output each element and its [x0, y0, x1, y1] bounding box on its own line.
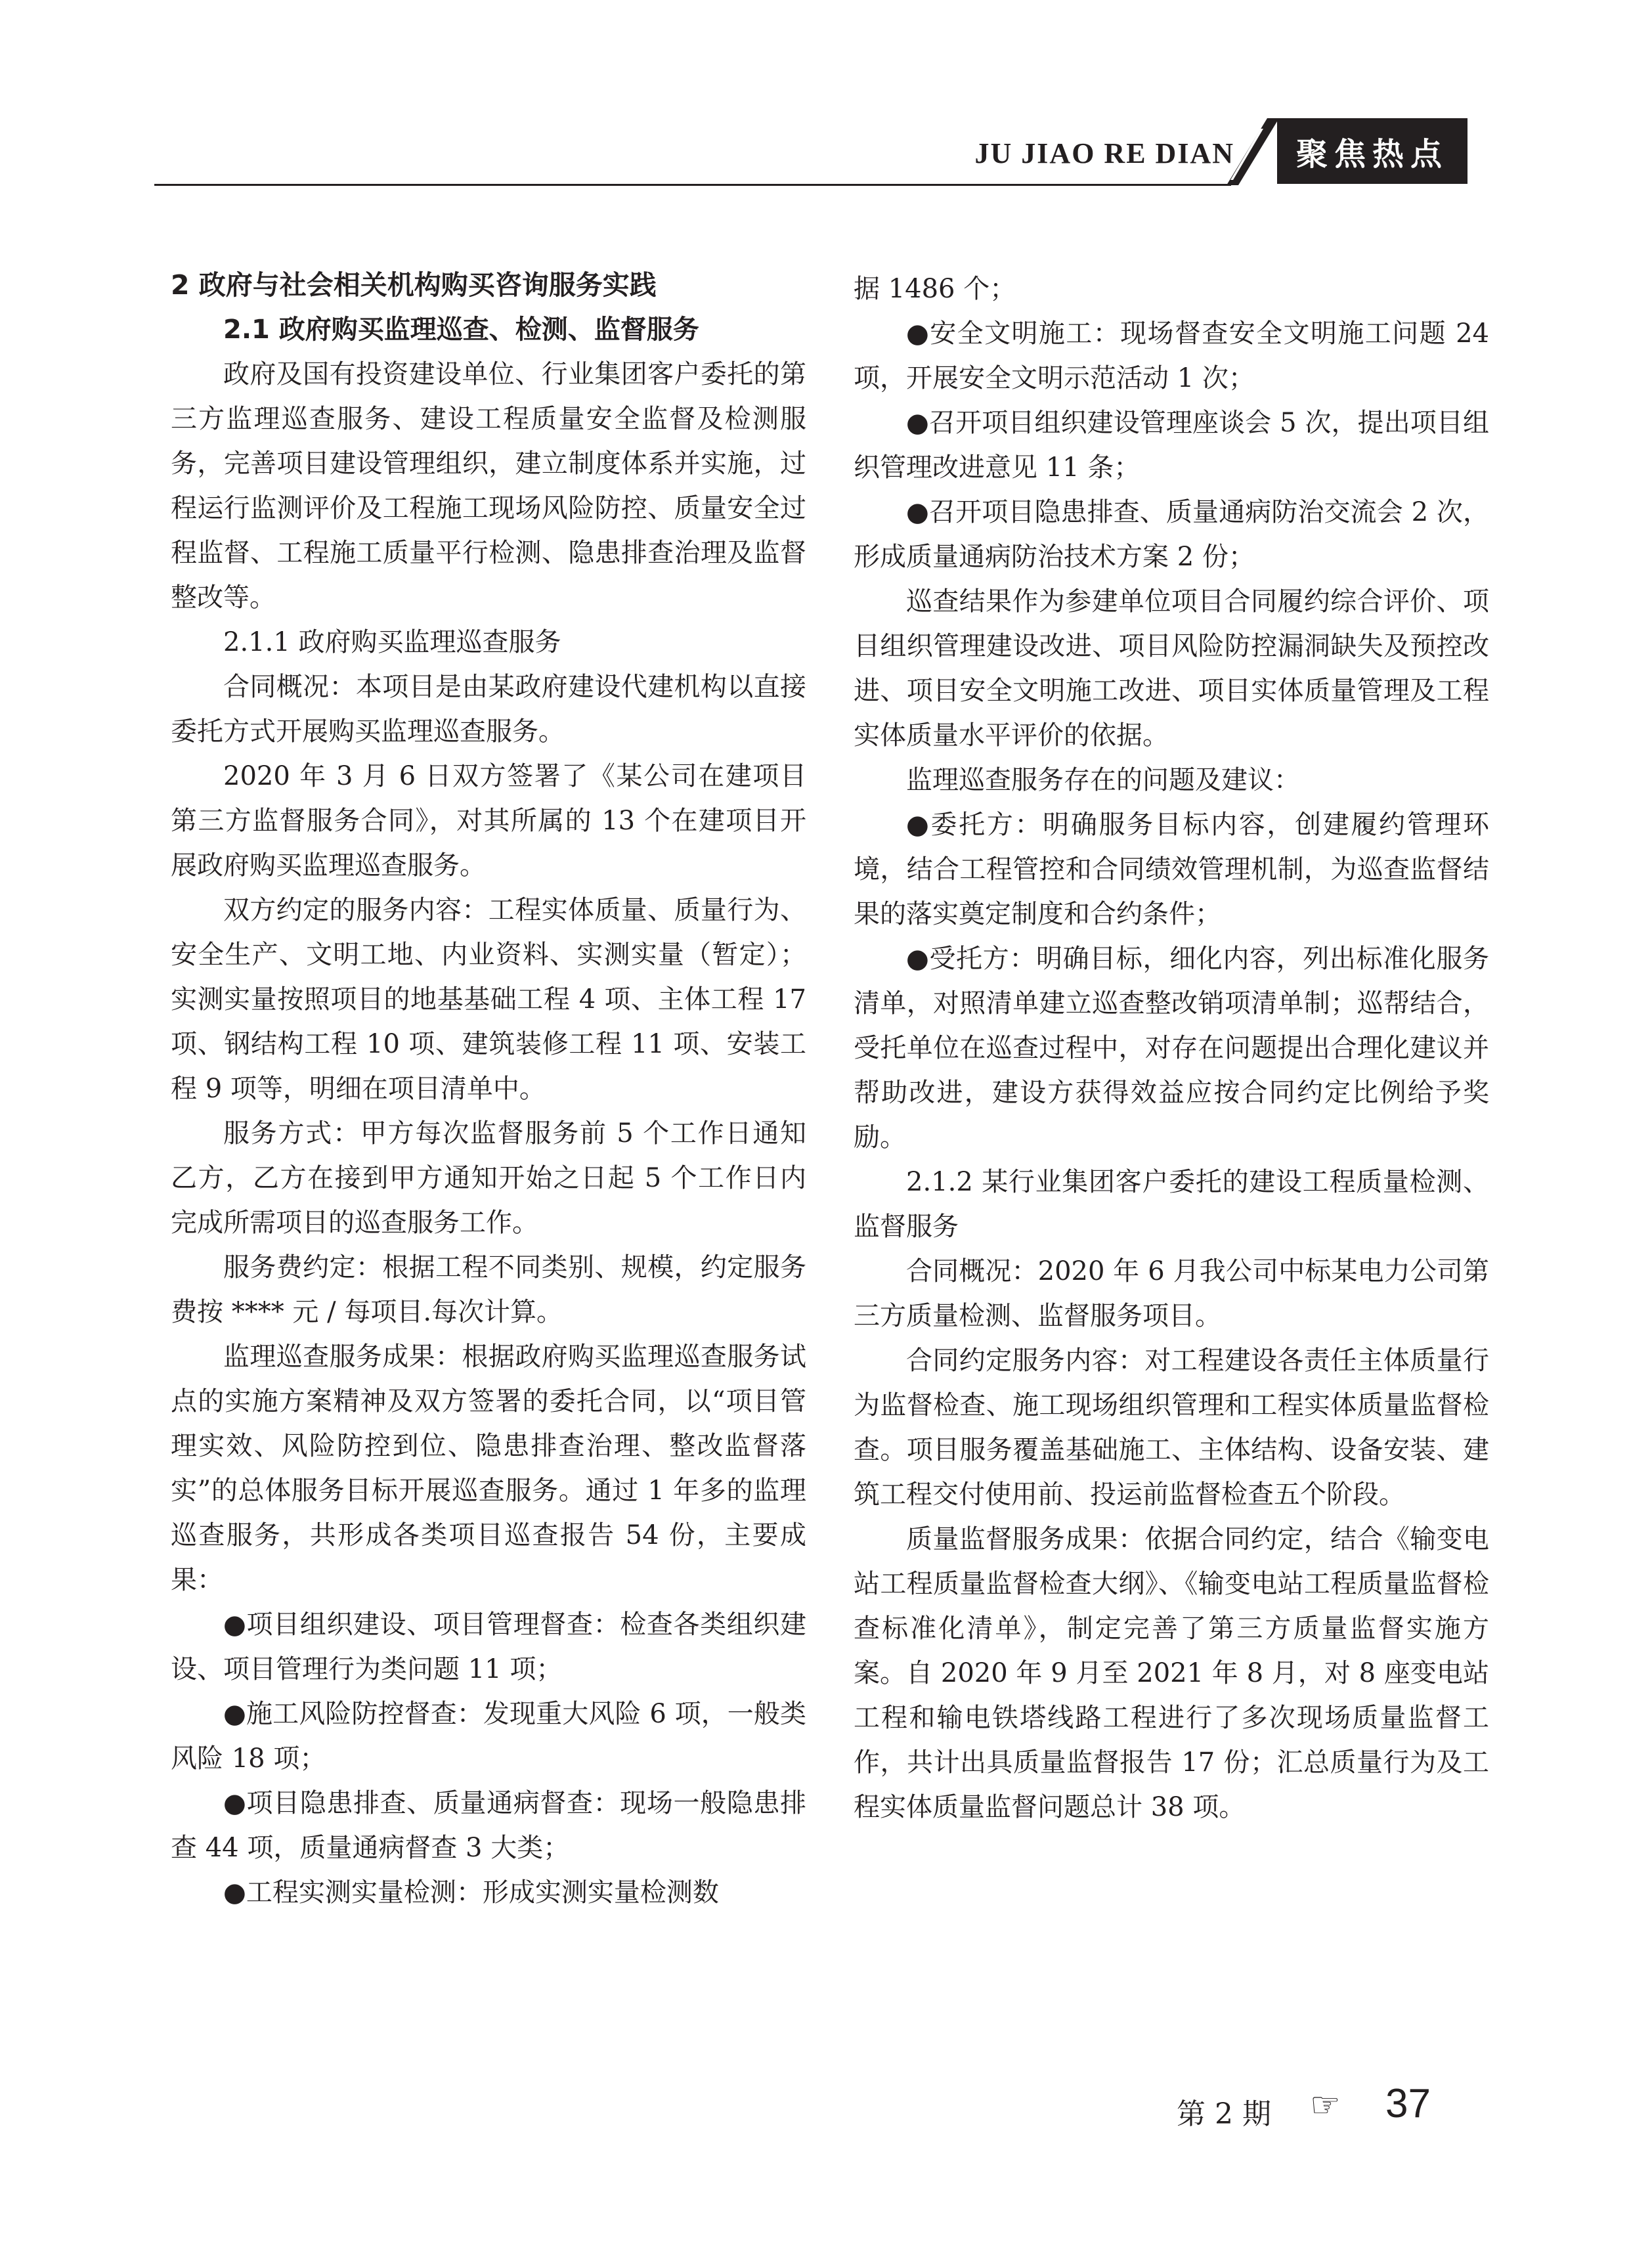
paragraph: 合同概况：本项目是由某政府建设代建机构以直接委托方式开展购买监理巡查服务。: [171, 672, 806, 747]
paragraph: 巡查结果作为参建单位项目合同履约综合评价、项目组织管理建设改进、项目风险防控漏洞缺失及预控改进、项目安全文明施工改进、项目实体质量管理及工程实体质量水平评价的依据。: [854, 586, 1489, 751]
section-heading: 2.1 政府购买监理巡查、检测、监督服务: [223, 315, 699, 345]
paragraph: ●安全文明施工：现场督查安全文明施工问题 24 项，开展安全文明示范活动 1 次；: [854, 318, 1489, 393]
paragraph: 服务方式：甲方每次监督服务前 5 个工作日通知乙方，乙方在接到甲方通知开始之日起 5 个工作日内完成所需项目的巡查服务工作。: [171, 1118, 806, 1238]
paragraph: ●项目组织建设、项目管理督查：检查各类组织建设、项目管理行为类问题 11 项；: [171, 1610, 806, 1684]
paragraph: 2.1.2 某行业集团客户委托的建设工程质量检测、监督服务: [854, 1167, 1489, 1242]
paragraph: 合同约定服务内容：对工程建设各责任主体质量行为监督检查、施工现场组织管理和工程实体质量监督检查。项目服务覆盖基础施工、主体结构、设备安装、建筑工程交付使用前、投运前监督检查五个阶段。: [854, 1346, 1489, 1510]
paragraph: 合同概况：2020 年 6 月我公司中标某电力公司第三方质量检测、监督服务项目。: [854, 1256, 1489, 1331]
header-pinyin: JU JIAO RE DIAN: [974, 137, 1234, 169]
paragraph: 监理巡查服务存在的问题及建议：: [906, 765, 1300, 795]
header-slash-icon: [1227, 117, 1279, 186]
left-column: [171, 263, 806, 1915]
paragraph: 质量监督服务成果：依据合同约定，结合《输变电站工程质量监督检查大纲》、《输变电站工程质量监督检查标准化清单》，制定完善了第三方质量监督实施方案。自 2020 年 9 月至 2021 年 8 月，对 8 座变电站工程和输电铁塔线路工程进行了多次现场质量监督工作，共计出具质量监督报告 17 份；汇总质量行为及工程实体质量监督问题总计 38 项。: [854, 1524, 1489, 1822]
paragraph: ●受托方：明确目标，细化内容，列出标准化服务清单，对照清单建立巡查整改销项清单制；巡帮结合，受托单位在巡查过程中，对存在问题提出合理化建议并帮助改进，建设方获得效益应按合同约定比例给予奖励。: [854, 944, 1489, 1152]
section-heading: 2 政府与社会相关机构购买咨询服务实践: [171, 269, 657, 301]
paragraph: ●施工风险防控督查：发现重大风险 6 项，一般类风险 18 项；: [171, 1699, 806, 1774]
page-number: 37: [1385, 2081, 1431, 2126]
paragraph: 2.1.1 政府购买监理巡查服务: [223, 627, 561, 657]
paragraph: 政府及国有投资建设单位、行业集团客户委托的第三方监理巡查服务、建设工程质量安全监督及检测服务，完善项目建设管理组织，建立制度体系并实施，过程运行监测评价及工程施工现场风险防控、质量安全过程监督、工程施工质量平行检测、隐患排查治理及监督整改等。: [171, 359, 806, 613]
paragraph: ●工程实测实量检测：形成实测实量检测数: [223, 1877, 719, 1908]
paragraph: ●召开项目组织建设管理座谈会 5 次，提出项目组织管理改进意见 11 条；: [854, 408, 1489, 483]
paragraph: 监理巡查服务成果：根据政府购买监理巡查服务试点的实施方案精神及双方签署的委托合同，以“项目管理实效、风险防控到位、隐患排查治理、整改监督落实”的总体服务目标开展巡查服务。通过 1 年多的监理巡查服务，共形成各类项目巡查报告 54 份，主要成果：: [171, 1342, 806, 1595]
paragraph: ●项目隐患排查、质量通病督查：现场一般隐患排查 44 项，质量通病督查 3 大类；: [171, 1788, 806, 1863]
paragraph: 2020 年 3 月 6 日双方签署了《某公司在建项目第三方监督服务合同》，对其所属的 13 个在建项目开展政府购买监理巡查服务。: [171, 761, 806, 881]
paragraph: 据 1486 个；: [854, 274, 1016, 304]
header-rule: [154, 184, 1231, 186]
header-column-name: 聚焦热点: [1277, 118, 1467, 184]
paragraph: 服务费约定：根据工程不同类别、规模，约定服务费按 **** 元 / 每项目.每次计算。: [171, 1252, 806, 1327]
right-column: [854, 267, 1489, 1830]
pointing-hand-icon: ☞: [1310, 2086, 1341, 2125]
paragraph: 双方约定的服务内容：工程实体质量、质量行为、安全生产、文明工地、内业资料、实测实量（暂定）；实测实量按照项目的地基基础工程 4 项、主体工程 17 项、钢结构工程 10 项、建筑装修工程 11 项、安装工程 9 项等，明细在项目清单中。: [171, 895, 806, 1104]
paragraph: ●委托方：明确服务目标内容，创建履约管理环境，结合工程管控和合同绩效管理机制，为巡查监督结果的落实奠定制度和合约条件；: [854, 810, 1489, 929]
paragraph: ●召开项目隐患排查、质量通病防治交流会 2 次，形成质量通病防治技术方案 2 份；: [854, 497, 1489, 572]
issue-number: 第 2 期: [1177, 2097, 1271, 2131]
